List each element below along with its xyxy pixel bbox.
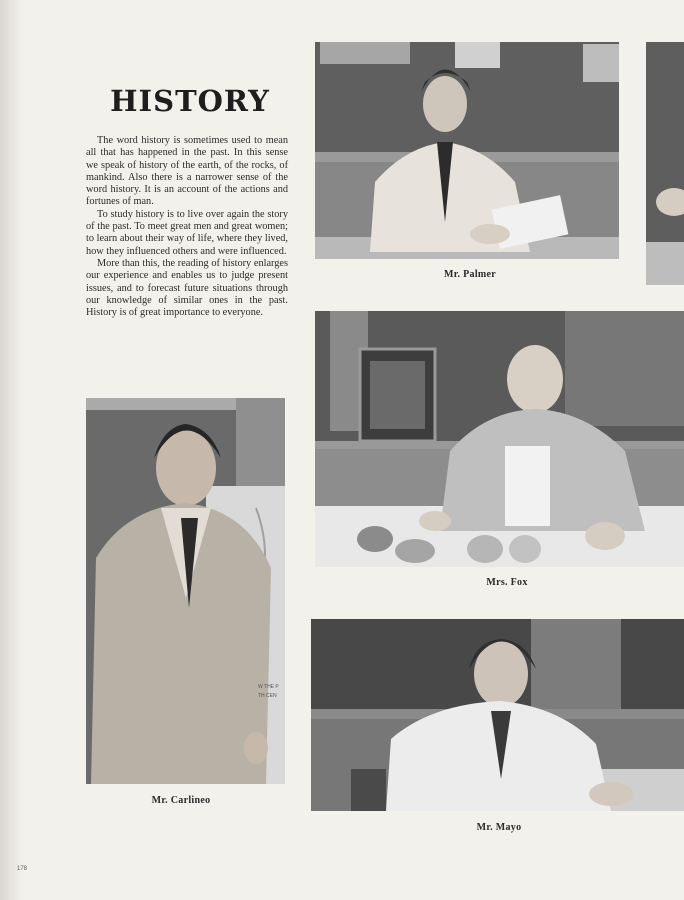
photo-mr-palmer-image (315, 42, 619, 259)
caption-mrs-fox: Mrs. Fox (486, 577, 528, 588)
caption-mr-palmer: Mr. Palmer (443, 269, 497, 280)
intro-text (86, 135, 288, 319)
carlineo-map-text: W THE P TH CEN (258, 684, 279, 699)
page-gutter-shade (0, 0, 22, 900)
page-number: 178 (17, 866, 28, 872)
intro-paragraph-2: To study history is to live over again the story of the past. To meet great men and great women; to learn about their way of life, where they lived, how they influenced others and were influenced. (86, 208, 288, 257)
page-title: HISTORY (110, 84, 270, 118)
photo-partial-image (646, 42, 684, 285)
photo-mr-palmer (315, 42, 619, 259)
photo-mr-mayo-image (311, 619, 684, 811)
caption-mr-mayo: Mr. Mayo (476, 822, 522, 833)
photo-mr-carlineo (86, 398, 285, 784)
photo-mr-carlineo-image (86, 398, 285, 784)
photo-partial-right-edge (646, 42, 684, 285)
intro-paragraph-3: More than this, the reading of history enlarges our experience and enables us to judge present issues, and to forecast future situations through our knowledge of similar ones in the past. History is of great importance to everyone. (86, 257, 288, 319)
intro-paragraph-1: The word history is sometimes used to mean all that has happened in the past. In this sense we speak of history of the earth, of the rocks, of mankind. Also there is a narrower sense of the word history. It is an account of the actions and fortunes of man. (86, 135, 288, 208)
photo-mrs-fox-image (315, 311, 684, 567)
caption-mr-carlineo: Mr. Carlineo (151, 795, 211, 806)
photo-mrs-fox (315, 311, 684, 567)
photo-mr-mayo (311, 619, 684, 811)
